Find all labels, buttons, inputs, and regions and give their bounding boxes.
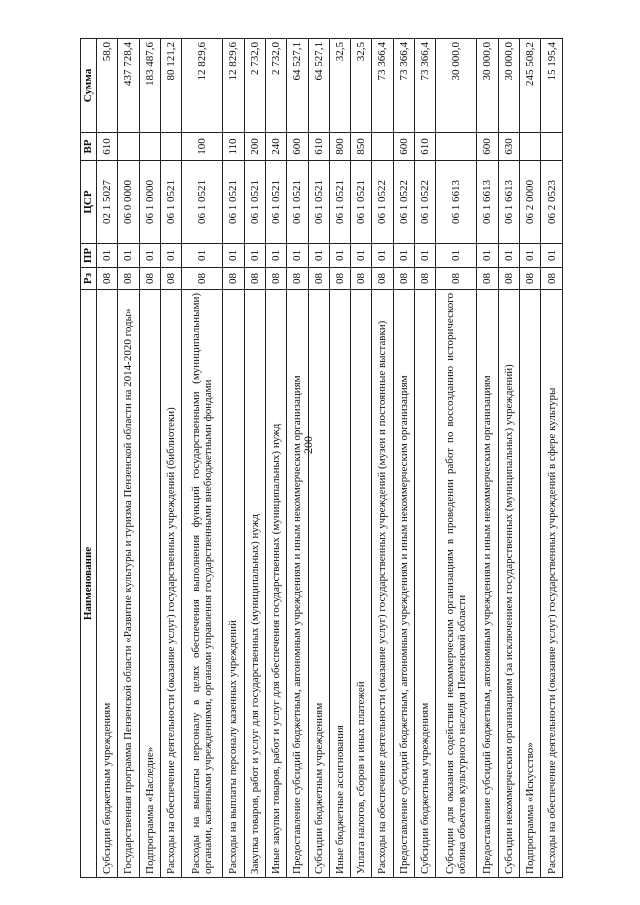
- cell-csr: 06 2 0523: [541, 161, 563, 244]
- table-row: [97, 39, 118, 878]
- cell-rz: 08: [541, 268, 563, 290]
- cell-vr: 600: [477, 133, 498, 161]
- cell-pr: 01: [223, 244, 244, 268]
- cell-sum: 32,5: [329, 39, 350, 133]
- cell-sum: 12 829,6: [223, 39, 244, 133]
- cell-pr: 01: [308, 244, 329, 268]
- table-header: [81, 39, 97, 878]
- cell-rz: 08: [393, 268, 414, 290]
- cell-pr: 01: [520, 244, 541, 268]
- cell-rz: 08: [520, 268, 541, 290]
- cell-csr: 06 1 0521: [160, 161, 181, 244]
- cell-vr: [118, 133, 139, 161]
- cell-pr: 01: [351, 244, 372, 268]
- cell-rz: 08: [97, 268, 118, 290]
- table-row: [498, 39, 519, 878]
- cell-name: Расходы на выплаты персоналу казенных учреждений: [223, 290, 244, 878]
- cell-csr: 06 1 0521: [182, 161, 223, 244]
- cell-sum: 245 508,2: [520, 39, 541, 133]
- cell-sum: 30 000,0: [477, 39, 498, 133]
- cell-csr: 06 1 0521: [244, 161, 265, 244]
- table-row: [520, 39, 541, 878]
- cell-sum: 30 000,0: [436, 39, 477, 133]
- cell-csr: 06 1 0521: [287, 161, 308, 244]
- cell-vr: 600: [287, 133, 308, 161]
- cell-rz: 08: [160, 268, 181, 290]
- cell-pr: 01: [182, 244, 223, 268]
- cell-csr: 06 1 0521: [329, 161, 350, 244]
- table-row: [223, 39, 244, 878]
- cell-pr: 01: [97, 244, 118, 268]
- cell-csr: 06 1 0521: [351, 161, 372, 244]
- cell-sum: 64 527,1: [308, 39, 329, 133]
- cell-pr: 01: [436, 244, 477, 268]
- cell-csr: 06 1 6613: [477, 161, 498, 244]
- cell-csr: 06 1 0521: [223, 161, 244, 244]
- cell-vr: [160, 133, 181, 161]
- cell-vr: 610: [97, 133, 118, 161]
- table-row: [287, 39, 308, 878]
- cell-vr: [139, 133, 160, 161]
- cell-name: Подпрограмма «Искусство»: [520, 290, 541, 878]
- table-row: [160, 39, 181, 878]
- cell-name: Государственная программа Пензенской области «Развитие культуры и туризма Пензенской области на 2014-2020 годы»: [118, 290, 139, 878]
- cell-rz: 08: [244, 268, 265, 290]
- cell-vr: [436, 133, 477, 161]
- cell-csr: 06 0 0000: [118, 161, 139, 244]
- cell-vr: 110: [223, 133, 244, 161]
- cell-sum: 437 728,4: [118, 39, 139, 133]
- table-row: [139, 39, 160, 878]
- cell-rz: 08: [436, 268, 477, 290]
- cell-name: Предоставление субсидий бюджетным, автономным учреждениям и иным некоммерческим организациям: [287, 290, 308, 878]
- cell-sum: 2 732,0: [265, 39, 286, 133]
- cell-rz: 08: [351, 268, 372, 290]
- cell-pr: 01: [160, 244, 181, 268]
- cell-rz: 08: [498, 268, 519, 290]
- cell-pr: 01: [139, 244, 160, 268]
- cell-pr: 01: [287, 244, 308, 268]
- cell-rz: 08: [287, 268, 308, 290]
- cell-vr: 610: [308, 133, 329, 161]
- cell-sum: 15 195,4: [541, 39, 563, 133]
- cell-rz: 08: [182, 268, 223, 290]
- cell-name: Предоставление субсидий бюджетным, автономным учреждениям и иным некоммерческим организациям: [393, 290, 414, 878]
- cell-sum: 183 487,6: [139, 39, 160, 133]
- cell-vr: 100: [182, 133, 223, 161]
- cell-pr: 01: [265, 244, 286, 268]
- header-csr: ЦСР: [81, 161, 97, 244]
- header-rz: Рз: [81, 268, 97, 290]
- cell-csr: 06 1 0522: [372, 161, 393, 244]
- cell-pr: 01: [498, 244, 519, 268]
- cell-vr: 610: [415, 133, 436, 161]
- cell-vr: 240: [265, 133, 286, 161]
- cell-csr: 06 1 6613: [498, 161, 519, 244]
- cell-pr: 01: [118, 244, 139, 268]
- cell-pr: 01: [244, 244, 265, 268]
- table-row: [308, 39, 329, 878]
- cell-pr: 01: [477, 244, 498, 268]
- cell-pr: 01: [393, 244, 414, 268]
- cell-sum: 73 366,4: [393, 39, 414, 133]
- cell-pr: 01: [541, 244, 563, 268]
- cell-rz: 08: [139, 268, 160, 290]
- table-row: [415, 39, 436, 878]
- cell-csr: 06 1 0522: [415, 161, 436, 244]
- cell-sum: 73 366,4: [415, 39, 436, 133]
- cell-pr: 01: [329, 244, 350, 268]
- cell-rz: 08: [477, 268, 498, 290]
- cell-sum: 58,0: [97, 39, 118, 133]
- cell-sum: 64 527,1: [287, 39, 308, 133]
- cell-rz: 08: [308, 268, 329, 290]
- cell-name: Закупка товаров, работ и услуг для государственных (муниципальных) нужд: [244, 290, 265, 878]
- table-row: [244, 39, 265, 878]
- table-row: [265, 39, 286, 878]
- header-sum: Сумма: [81, 39, 97, 133]
- cell-name: Расходы на обеспечение деятельности (оказание услуг) государственных учреждений в сфере культуры: [541, 290, 563, 878]
- cell-vr: 850: [351, 133, 372, 161]
- cell-csr: 06 1 0522: [393, 161, 414, 244]
- cell-sum: 12 829,6: [182, 39, 223, 133]
- cell-name: Субсидии бюджетным учреждениям: [308, 290, 329, 878]
- cell-name: Субсидии бюджетным учреждениям: [415, 290, 436, 878]
- cell-name: Субсидии некоммерческим организациям (за исключением государственных (муниципальных) учреждений): [498, 290, 519, 878]
- cell-csr: 06 1 0000: [139, 161, 160, 244]
- cell-rz: 08: [329, 268, 350, 290]
- header-vr: ВР: [81, 133, 97, 161]
- table-body: [97, 39, 563, 878]
- cell-sum: 73 366,4: [372, 39, 393, 133]
- cell-sum: 30 000,0: [498, 39, 519, 133]
- table-row: [182, 39, 223, 878]
- cell-name: Субсидии бюджетным учреждениям: [97, 290, 118, 878]
- table-row: [393, 39, 414, 878]
- cell-name: Расходы на выплаты персоналу в целях обеспечения выполнения функций государственными (муниципальными) органами, казенными учреждениями, органами управления государственными внебюджетными фондами: [182, 290, 223, 878]
- cell-name: Субсидии для оказания содействия некоммерческим организациям в проведении работ по воссозданию исторического облика объектов культурного наследия Пензенской области: [436, 290, 477, 878]
- cell-rz: 08: [118, 268, 139, 290]
- cell-csr: 06 1 6613: [436, 161, 477, 244]
- rotated-budget-table-container: [80, 39, 563, 878]
- table-row: [329, 39, 350, 878]
- cell-rz: 08: [372, 268, 393, 290]
- table-row: [351, 39, 372, 878]
- cell-pr: 01: [415, 244, 436, 268]
- cell-sum: 32,5: [351, 39, 372, 133]
- table-row: [436, 39, 477, 878]
- cell-name: Расходы на обеспечение деятельности (оказание услуг) государственных учреждений (библиотеки): [160, 290, 181, 878]
- cell-rz: 08: [415, 268, 436, 290]
- table-row: [372, 39, 393, 878]
- cell-csr: 06 1 0521: [265, 161, 286, 244]
- cell-vr: 630: [498, 133, 519, 161]
- cell-pr: 01: [372, 244, 393, 268]
- cell-sum: 80 121,2: [160, 39, 181, 133]
- cell-name: Предоставление субсидий бюджетным, автономным учреждениям и иным некоммерческим организациям: [477, 290, 498, 878]
- cell-sum: 2 732,0: [244, 39, 265, 133]
- table-row: [477, 39, 498, 878]
- cell-vr: 600: [393, 133, 414, 161]
- cell-rz: 08: [223, 268, 244, 290]
- cell-name: Расходы на обеспечение деятельности (оказание услуг) государственных учреждений (музеи и постоянные выставки): [372, 290, 393, 878]
- cell-rz: 08: [265, 268, 286, 290]
- cell-vr: 200: [244, 133, 265, 161]
- table-row: [541, 39, 563, 878]
- table-row: [118, 39, 139, 878]
- cell-vr: [541, 133, 563, 161]
- page-number: 200: [301, 436, 315, 454]
- cell-name: Иные закупки товаров, работ и услуг для обеспечения государственных (муниципальных) нужд: [265, 290, 286, 878]
- cell-vr: [520, 133, 541, 161]
- cell-vr: [372, 133, 393, 161]
- cell-csr: 02 1 5027: [97, 161, 118, 244]
- header-pr: ПР: [81, 244, 97, 268]
- cell-vr: 800: [329, 133, 350, 161]
- header-name: Наименование: [81, 290, 97, 878]
- cell-name: Иные бюджетные ассигнования: [329, 290, 350, 878]
- budget-table: [80, 38, 563, 878]
- cell-name: Уплата налогов, сборов и иных платежей: [351, 290, 372, 878]
- cell-name: Подпрограмма «Наследие»: [139, 290, 160, 878]
- cell-csr: 06 2 0000: [520, 161, 541, 244]
- cell-csr: 06 1 0521: [308, 161, 329, 244]
